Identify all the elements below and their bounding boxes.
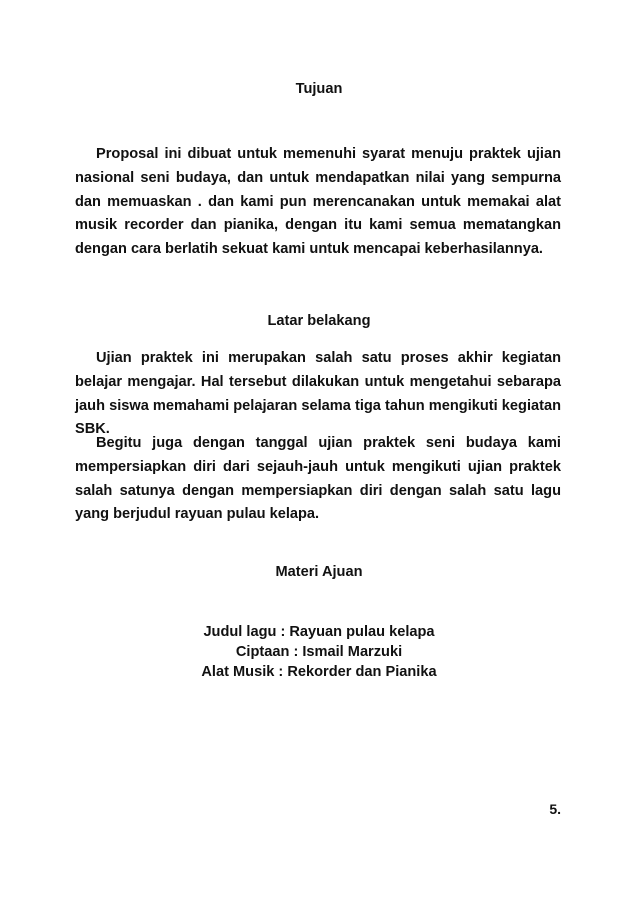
heading-latar-belakang: Latar belakang <box>267 313 371 329</box>
paragraph-latar-belakang-1: Ujian praktek ini merupakan salah satu proses akhir kegiatan belajar mengajar. Hal tersebut dilakukan untuk mengetahui sebarapa jauh siswa memahami pelajaran selama tiga tahun mengikuti kegiatan SBK. <box>75 350 561 438</box>
paragraph-tujuan: Proposal ini dibuat untuk memenuhi syarat menuju praktek ujian nasional seni budaya, dan untuk mendapatkan nilai yang sempurna dan memuaskan . dan kami pun merencanakan untuk memakai alat musik recorder dan pianika, dengan itu kami semua mematangkan dengan cara berlatih sekuat kami untuk mencapai keberhasilannya. <box>75 146 561 258</box>
paragraph-latar-belakang-2: Begitu juga dengan tanggal ujian praktek seni budaya kami mempersiapkan diri dari sejauh-jauh untuk mengikuti ujian praktek salah satunya dengan mempersiapkan diri dengan salah satu lagu yang berjudul rayuan pulau kelapa. <box>75 435 561 523</box>
ciptaan-line: Ciptaan : Ismail Marzuki <box>235 644 403 660</box>
judul-lagu-line: Judul lagu : Rayuan pulau kelapa <box>203 624 435 640</box>
heading-materi-ajuan: Materi Ajuan <box>275 564 363 580</box>
alat-musik-line: Alat Musik : Rekorder dan Pianika <box>201 664 437 680</box>
heading-tujuan: Tujuan <box>295 81 343 97</box>
page-number: 5. <box>549 801 561 817</box>
